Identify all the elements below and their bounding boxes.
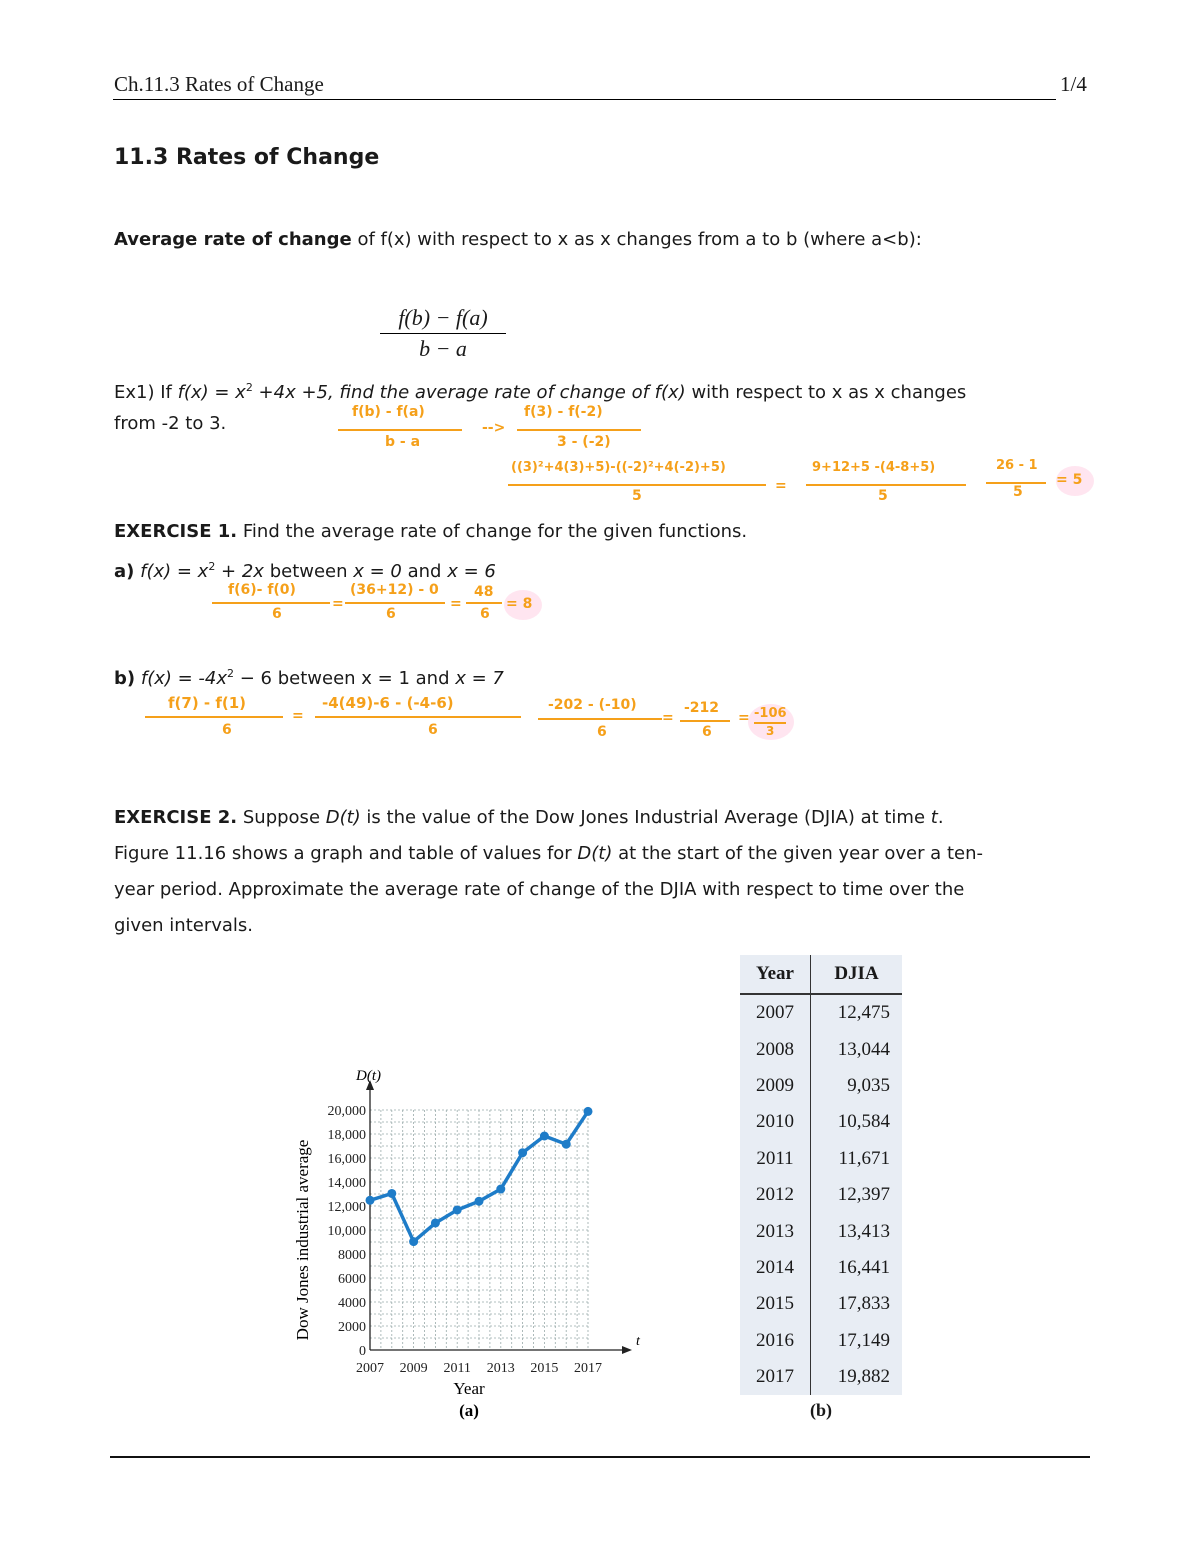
table-cell-year: 2008: [740, 1031, 811, 1067]
table-row: [740, 1104, 902, 1140]
y-axis-label: Dow Jones industrial average: [293, 1139, 312, 1341]
hw-1a-result: = 8: [506, 596, 533, 612]
ex2-t: t: [930, 807, 938, 828]
table-header: [740, 955, 902, 995]
table-row: [740, 1213, 902, 1249]
header-rule: [113, 99, 1056, 100]
ex2-text-d: Figure 11.16 shows a graph and table of values for: [114, 843, 578, 864]
hw-1a-num2: (36+12) - 0: [350, 582, 439, 598]
hw-1a-den1: 6: [272, 606, 282, 622]
definition-term: Average rate of change: [114, 229, 352, 250]
table-row: [740, 1177, 902, 1213]
exercise1a-x0: x = 0: [353, 561, 402, 582]
hw-1b-num3: -202 - (-10): [548, 697, 637, 713]
y-tick-label: 0: [359, 1344, 366, 1359]
hw-1b-den3: 6: [597, 724, 607, 740]
table-header-year: Year: [740, 955, 811, 993]
y-tick-label: 6000: [338, 1272, 366, 1287]
table-cell-djia: 13,413: [837, 1220, 890, 1242]
footer-rule: [110, 1456, 1090, 1458]
formula-numerator: f(b) − f(a): [380, 305, 506, 334]
data-point-2012: [475, 1197, 484, 1206]
hw-ex1-eq: =: [775, 478, 787, 494]
hw-ex1-den-b: 3 - (-2): [557, 434, 611, 450]
table-row: [740, 1068, 902, 1104]
exercise1a-label: a): [114, 561, 135, 582]
table-cell-year: 2010: [740, 1104, 811, 1140]
table-cell-year: 2016: [740, 1323, 811, 1359]
table-cell-djia: 9,035: [847, 1074, 890, 1096]
chart-grid: [370, 1110, 588, 1350]
data-point-2013: [496, 1185, 505, 1194]
exercise2-line4: given intervals.: [114, 915, 254, 936]
page-number: 1/4: [1060, 72, 1087, 96]
definition-text: [114, 222, 922, 258]
ex1-text-2: +4x +5, find the average rate of change of: [252, 382, 655, 403]
section-title: 11.3 Rates of Change: [114, 145, 380, 170]
hw-1b-eq3: =: [738, 710, 750, 726]
definition-body: of f(x) with respect to x as x changes from a to b (where a<b):: [351, 229, 922, 250]
y-axis-symbol: D(t): [356, 1068, 381, 1084]
table-cell-djia: 10,584: [837, 1111, 890, 1133]
x-axis-symbol: t: [636, 1334, 640, 1349]
x-tick-label: 2007: [356, 1361, 384, 1376]
hw-1a-eq1: =: [332, 596, 344, 612]
hw-1a-eq2: =: [450, 596, 462, 612]
y-tick-label: 2000: [338, 1320, 366, 1335]
table-row: [740, 1141, 902, 1177]
hw-1b-num4: -212: [684, 700, 720, 716]
ex2-text-b: is the value of the Dow Jones Industrial Average (DJIA) at time: [360, 807, 931, 828]
x-axis-arrow: [622, 1346, 632, 1354]
table-cell-djia: 17,833: [837, 1293, 890, 1315]
y-tick-label: 10,000: [327, 1224, 366, 1239]
table-cell-year: 2017: [740, 1359, 811, 1395]
hw-ex1-den-d: 5: [878, 488, 888, 504]
hw-1b-eq1: =: [292, 708, 304, 724]
y-tick-label: 4000: [338, 1296, 366, 1311]
ex2-text-e: at the start of the given year over a ten-: [612, 843, 983, 864]
formula-denominator: b − a: [419, 336, 467, 361]
table-cell-djia: 11,671: [838, 1147, 890, 1169]
ex2-dt-2: D(t): [577, 843, 613, 864]
exercise1a-function: f(x) = x: [140, 561, 209, 582]
exercise1b: b) $f(x) = -4x^2 - 6$ between x = 1 and x = 7: [114, 667, 504, 689]
hw-1b-den5: 3: [766, 724, 775, 738]
table-cell-djia: 12,475: [837, 1002, 890, 1024]
example1-line1: Ex1) If $f(x) = x^2 +4x +5$, find the average rate of change of f(x) with respect to x as x changes: [114, 381, 967, 403]
exercise2-line3: year period. Approximate the average rate of change of the DJIA with respect to time over the: [114, 879, 965, 900]
data-point-2017: [584, 1107, 593, 1116]
exercise2-line1: [114, 800, 944, 836]
ex1-text: Ex1) If: [114, 382, 178, 403]
hw-1b-den2: 6: [428, 722, 438, 738]
x-tick-label: 2013: [486, 1361, 515, 1376]
y-tick-label: 20,000: [327, 1104, 366, 1119]
hw-1a-den3: 6: [480, 606, 490, 622]
data-point-2007: [366, 1196, 375, 1205]
table-header-djia: DJIA: [834, 963, 879, 984]
table-caption: (b): [810, 1400, 832, 1420]
ex1-text-3: with respect to x as x changes: [685, 382, 967, 403]
hw-ex1-num-d: 9+12+5 -(4-8+5): [812, 460, 936, 475]
running-header-title: Ch.11.3 Rates of Change: [114, 72, 324, 96]
exercise1a-x1: x = 6: [447, 561, 496, 582]
exercise1b-function-2: − 6: [234, 668, 273, 689]
table-row: [740, 995, 902, 1031]
ex1-function-2: f(x): [654, 382, 686, 403]
djia-line-chart: [280, 1060, 660, 1430]
table-cell-year: 2011: [740, 1141, 811, 1177]
exercise1a-between: between: [263, 561, 354, 582]
hw-ex1-den-a: b - a: [385, 434, 421, 450]
x-tick-label: 2011: [443, 1361, 471, 1376]
x-tick-label: 2017: [574, 1361, 602, 1376]
exercise1a: a) $f(x) = x^2 + 2x$ between x = 0 and x = 6: [114, 560, 496, 582]
table-row: [740, 1286, 902, 1322]
table-row: [740, 1359, 902, 1395]
chart-ticks: [328, 1104, 603, 1376]
table-cell-year: 2007: [740, 995, 811, 1031]
table-row: [740, 1323, 902, 1359]
exercise1a-function-2: + 2x: [215, 561, 264, 582]
hw-1a-num3: 48: [474, 584, 494, 600]
exercise1-text: Find the average rate of change for the given functions.: [237, 521, 748, 542]
ex2-dt: D(t): [325, 807, 361, 828]
table-row: [740, 1031, 902, 1067]
hw-ex1-num-c: ((3)²+4(3)+5)-((-2)²+4(-2)+5): [511, 460, 726, 475]
hw-ex1-den-e: 5: [1013, 484, 1023, 500]
hw-ex1-num-e: 26 - 1: [996, 458, 1038, 473]
table-cell-djia: 19,882: [837, 1366, 890, 1388]
hw-1b-num2: -4(49)-6 - (-4-6): [322, 694, 454, 712]
data-point-2016: [562, 1140, 571, 1149]
exercise1b-between: between x = 1 and: [272, 668, 456, 689]
djia-table: [740, 955, 902, 1395]
hw-1b-num5: -106: [754, 706, 787, 721]
hw-ex1-num-b: f(3) - f(-2): [524, 404, 603, 420]
exercise1b-function: f(x) = -4x: [140, 668, 228, 689]
average-rate-formula: [380, 305, 506, 362]
data-point-2015: [540, 1132, 549, 1141]
table-cell-year: 2009: [740, 1068, 811, 1104]
hw-1b-den1: 6: [222, 722, 232, 738]
table-cell-year: 2012: [740, 1177, 811, 1213]
y-tick-label: 18,000: [327, 1128, 366, 1143]
ex2-text-a: Suppose: [237, 807, 326, 828]
table-cell-year: 2013: [740, 1213, 811, 1249]
table-cell-djia: 12,397: [837, 1184, 890, 1206]
chart-caption: (a): [459, 1401, 479, 1420]
data-point-2011: [453, 1205, 462, 1214]
example1-line2: from -2 to 3.: [114, 413, 227, 434]
exercise1b-x1: x = 7: [455, 668, 504, 689]
table-body: [740, 995, 902, 1395]
y-tick-label: 8000: [338, 1248, 366, 1263]
hw-ex1-result: = 5: [1056, 472, 1083, 488]
x-tick-label: 2015: [530, 1361, 559, 1376]
data-point-2008: [387, 1189, 396, 1198]
x-axis-label: Year: [453, 1379, 485, 1398]
x-tick-label: 2009: [399, 1361, 428, 1376]
exercise1-heading: [114, 514, 747, 550]
exercise2-line2: [114, 836, 983, 872]
hw-1a-den2: 6: [386, 606, 396, 622]
y-tick-label: 14,000: [327, 1176, 366, 1191]
table-cell-djia: 17,149: [837, 1329, 890, 1351]
hw-1b-den4: 6: [702, 724, 712, 740]
chart-axes: [366, 1080, 632, 1354]
hw-ex1-num-a: f(b) - f(a): [352, 404, 425, 420]
data-point-2014: [518, 1148, 527, 1157]
hw-1b-num1: f(7) - f(1): [168, 694, 247, 712]
table-cell-year: 2015: [740, 1286, 811, 1322]
exercise1-label: EXERCISE 1.: [114, 521, 238, 542]
table-cell-year: 2014: [740, 1250, 811, 1286]
ex2-text-c: .: [937, 807, 944, 828]
table-cell-djia: 16,441: [837, 1256, 890, 1278]
exercise1a-and: and: [401, 561, 448, 582]
data-point-2009: [409, 1237, 418, 1246]
exercise1b-label: b): [114, 668, 136, 689]
hw-1b-eq2: =: [662, 710, 674, 726]
y-tick-label: 12,000: [327, 1200, 366, 1215]
exercise2-label: EXERCISE 2.: [114, 807, 238, 828]
table-cell-djia: 13,044: [837, 1038, 890, 1060]
hw-ex1-arrow: -->: [482, 420, 506, 436]
data-point-2010: [431, 1218, 440, 1227]
ex1-function: f(x) = x: [177, 382, 246, 403]
table-row: [740, 1250, 902, 1286]
hw-ex1-den-c: 5: [632, 488, 642, 504]
y-tick-label: 16,000: [327, 1152, 366, 1167]
hw-1a-num1: f(6)- f(0): [228, 582, 296, 598]
